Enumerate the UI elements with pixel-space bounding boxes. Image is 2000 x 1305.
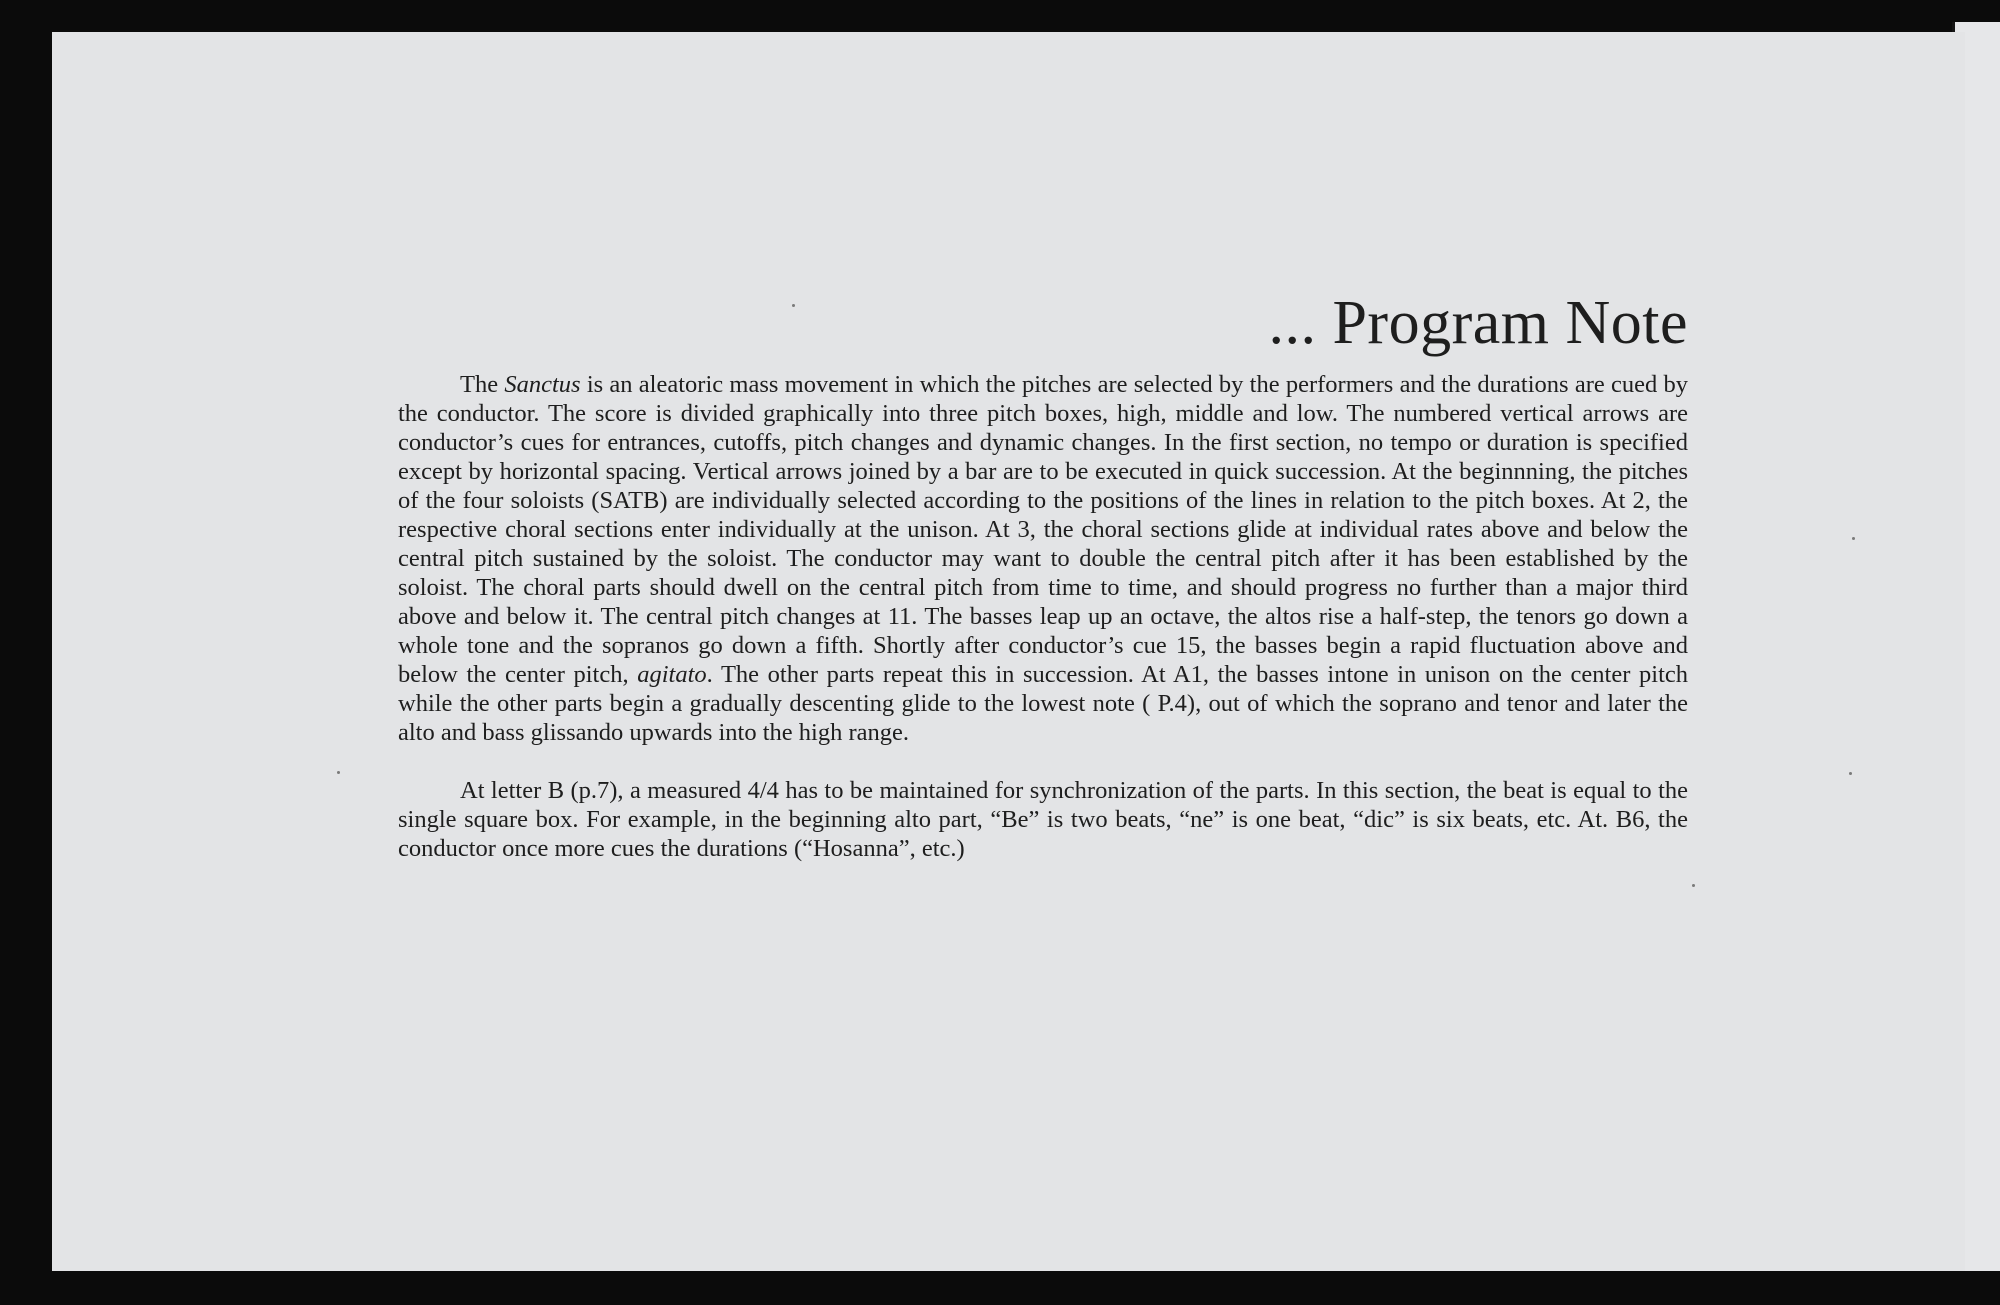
- paragraph-letter-b: At letter B (p.7), a measured 4/4 has to be maintained for synchronization of the parts. In this section, the beat is equal to the single square box. For example, in the beginning alto part, “Be” is two beats, “ne” is one beat, “dic” is six beats, etc. At. B6, the conductor once more cues the durations (“Hosanna”, etc.): [398, 777, 1688, 862]
- work-title-sanctus: Sanctus: [504, 371, 581, 398]
- term-agitato: agitato: [637, 661, 707, 688]
- paragraph-body-part2: . The other parts repeat this in succession. At A1, the basses intone in unison on the center pitch while the other parts begin a gradually descenting glide to the lowest note ( P.4), out of which the soprano and tenor and later the alto and bass glissando upwards into the high range.: [398, 661, 1688, 746]
- paragraph-sanctus-description: [398, 370, 1688, 747]
- paper-speck: [337, 771, 340, 774]
- paper-speck: [1849, 772, 1852, 775]
- paragraph-body-part1: is an aleatoric mass movement in which the pitches are selected by the performers and the durations are cued by the conductor. The score is divided graphically into three pitch boxes, high, middle and low. The numbered vertical arrows are conductor’s cues for entrances, cutoffs, pitch changes and dynamic changes. In the first section, no tempo or duration is specified except by horizontal spacing. Vertical arrows joined by a bar are to be executed in quick succession. At the beginnning, the pitches of the four soloists (SATB) are individually selected according to the positions of the lines in relation to the pitch boxes. At 2, the respective choral sections enter individually at the unison. At 3, the choral sections glide at individual rates above and below the central pitch sustained by the soloist. The conductor may want to double the central pitch after it has been established by the soloist. The choral parts should dwell on the central pitch from time to time, and should progress no further than a major third above and below it. The central pitch changes at 11. The basses leap up an octave, the altos rise a half-step, the tenors go down a whole tone and the sopranos go down a fifth. Shortly after conductor’s cue 15, the basses begin a rapid fluctuation above and below the center pitch,: [398, 371, 1689, 688]
- paper-speck: [1852, 537, 1855, 540]
- program-note-content: [398, 288, 1688, 863]
- paper-speck: [1692, 884, 1695, 887]
- page-title: ... Program Note: [1268, 289, 1688, 357]
- paragraph-lead: The: [460, 371, 505, 398]
